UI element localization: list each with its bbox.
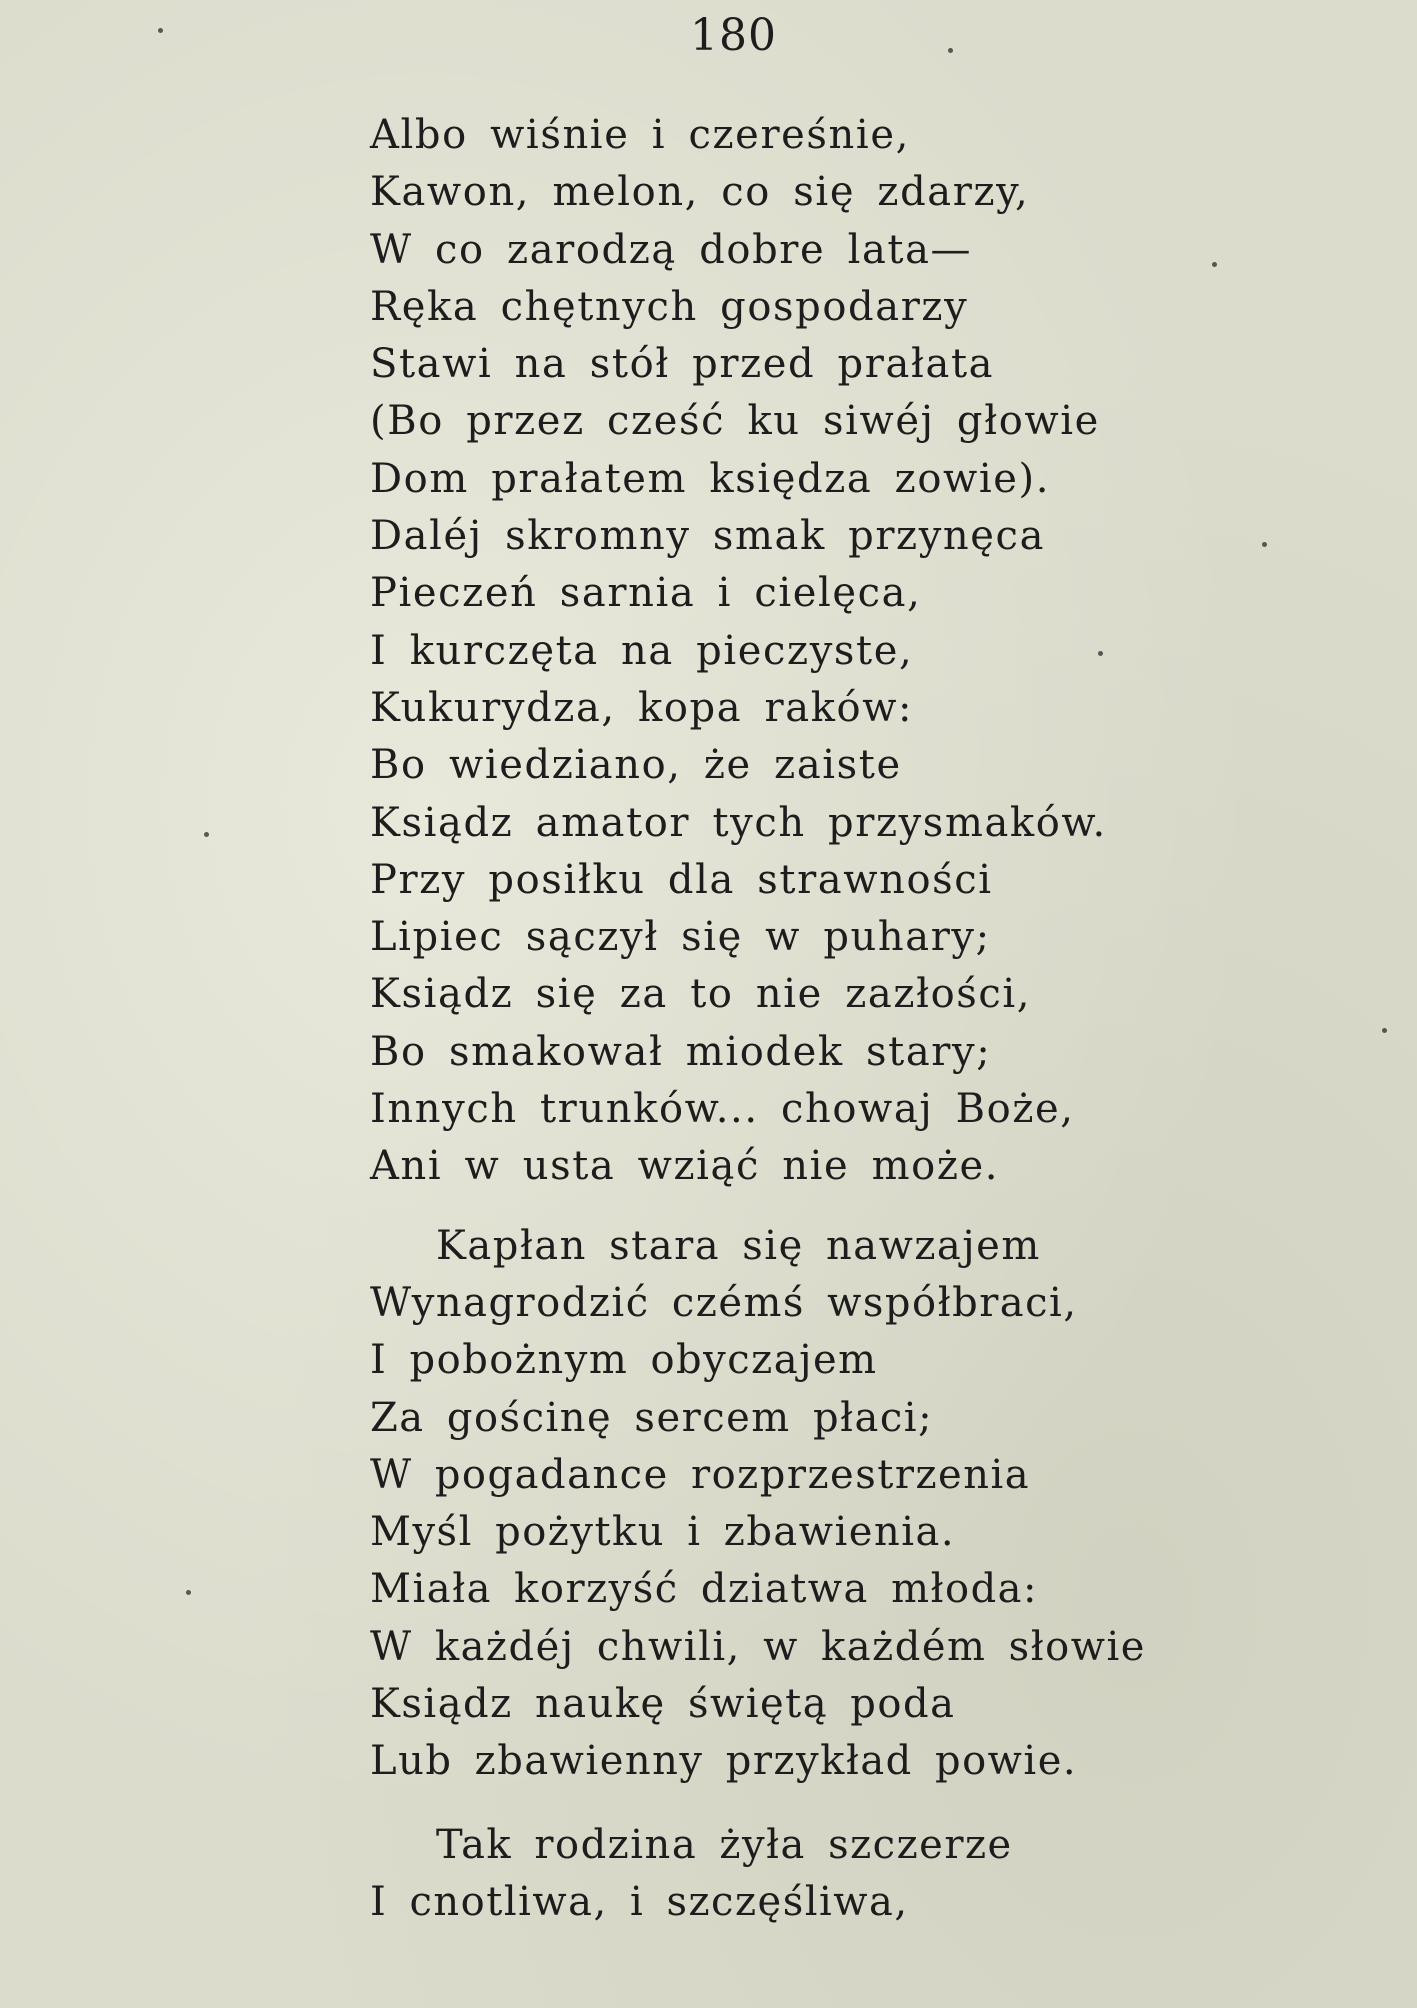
verse-line: Ksiądz naukę świętą poda	[370, 1681, 956, 1728]
paper-speck	[204, 832, 209, 837]
verse-line: I kurczęta na pieczyste,	[370, 627, 914, 674]
verse-line: Miała korzyść dziatwa młoda:	[370, 1566, 1038, 1613]
verse-line: I pobożnym obyczajem	[370, 1337, 878, 1384]
verse-line: W pogadance rozprzestrzenia	[370, 1451, 1031, 1498]
verse-line: Ksiądz amator tych przysmaków.	[370, 799, 1107, 846]
stanza-3	[370, 1817, 1370, 1932]
verse-line: (Bo przez cześć ku siwéj głowie	[370, 398, 1100, 445]
paper-speck	[1262, 542, 1267, 547]
verse-line: Dom prałatem księdza zowie).	[370, 455, 1051, 502]
verse-line: Kukurydza, kopa raków:	[370, 684, 914, 731]
verse-line: Kapłan stara się nawzajem	[436, 1222, 1041, 1269]
verse-line: I cnotliwa, i szczęśliwa,	[370, 1878, 909, 1925]
verse-line: Bo wiedziano, że zaiste	[370, 742, 902, 789]
poem	[370, 107, 1370, 1931]
verse-line: Tak rodzina żyła szczerze	[436, 1821, 1013, 1868]
verse-line: Myśl pożytku i zbawienia.	[370, 1509, 956, 1556]
paper-speck	[186, 1590, 191, 1595]
verse-line: Pieczeń sarnia i cielęca,	[370, 570, 922, 617]
verse-line: Daléj skromny smak przynęca	[370, 513, 1046, 560]
stanza-1	[370, 107, 1370, 1196]
verse-line: Ani w usta wziąć nie może.	[370, 1143, 1000, 1190]
verse-line: Za gościnę sercem płaci;	[370, 1394, 934, 1441]
paper-speck	[1098, 651, 1103, 656]
verse-line: Innych trunków... chowaj Boże,	[370, 1086, 1075, 1133]
paper-speck	[948, 48, 953, 53]
stanza-2	[370, 1218, 1370, 1791]
verse-line: Lipiec sączył się w puhary;	[370, 914, 991, 961]
paper-speck	[1382, 1028, 1387, 1033]
verse-line: Lub zbawienny przykład powie.	[370, 1738, 1078, 1785]
verse-line: Ręka chętnych gospodarzy	[370, 283, 969, 330]
verse-line: Bo smakował miodek stary;	[370, 1028, 992, 1075]
verse-line: Przy posiłku dla strawności	[370, 856, 993, 903]
paper-speck	[158, 28, 163, 33]
verse-line: Kawon, melon, co się zdarzy,	[370, 169, 1030, 216]
verse-line: Stawi na stół przed prałata	[370, 341, 995, 388]
verse-line: W każdéj chwili, w każdém słowie	[370, 1623, 1146, 1670]
verse-line: Ksiądz się za to nie zazłości,	[370, 971, 1032, 1018]
verse-line: W co zarodzą dobre lata—	[370, 226, 973, 273]
verse-line: Wynagrodzić czémś współbraci,	[370, 1279, 1078, 1326]
verse-line: Albo wiśnie i czereśnie,	[370, 112, 910, 158]
page-number: 180	[690, 10, 777, 61]
paper-speck	[1212, 262, 1217, 267]
